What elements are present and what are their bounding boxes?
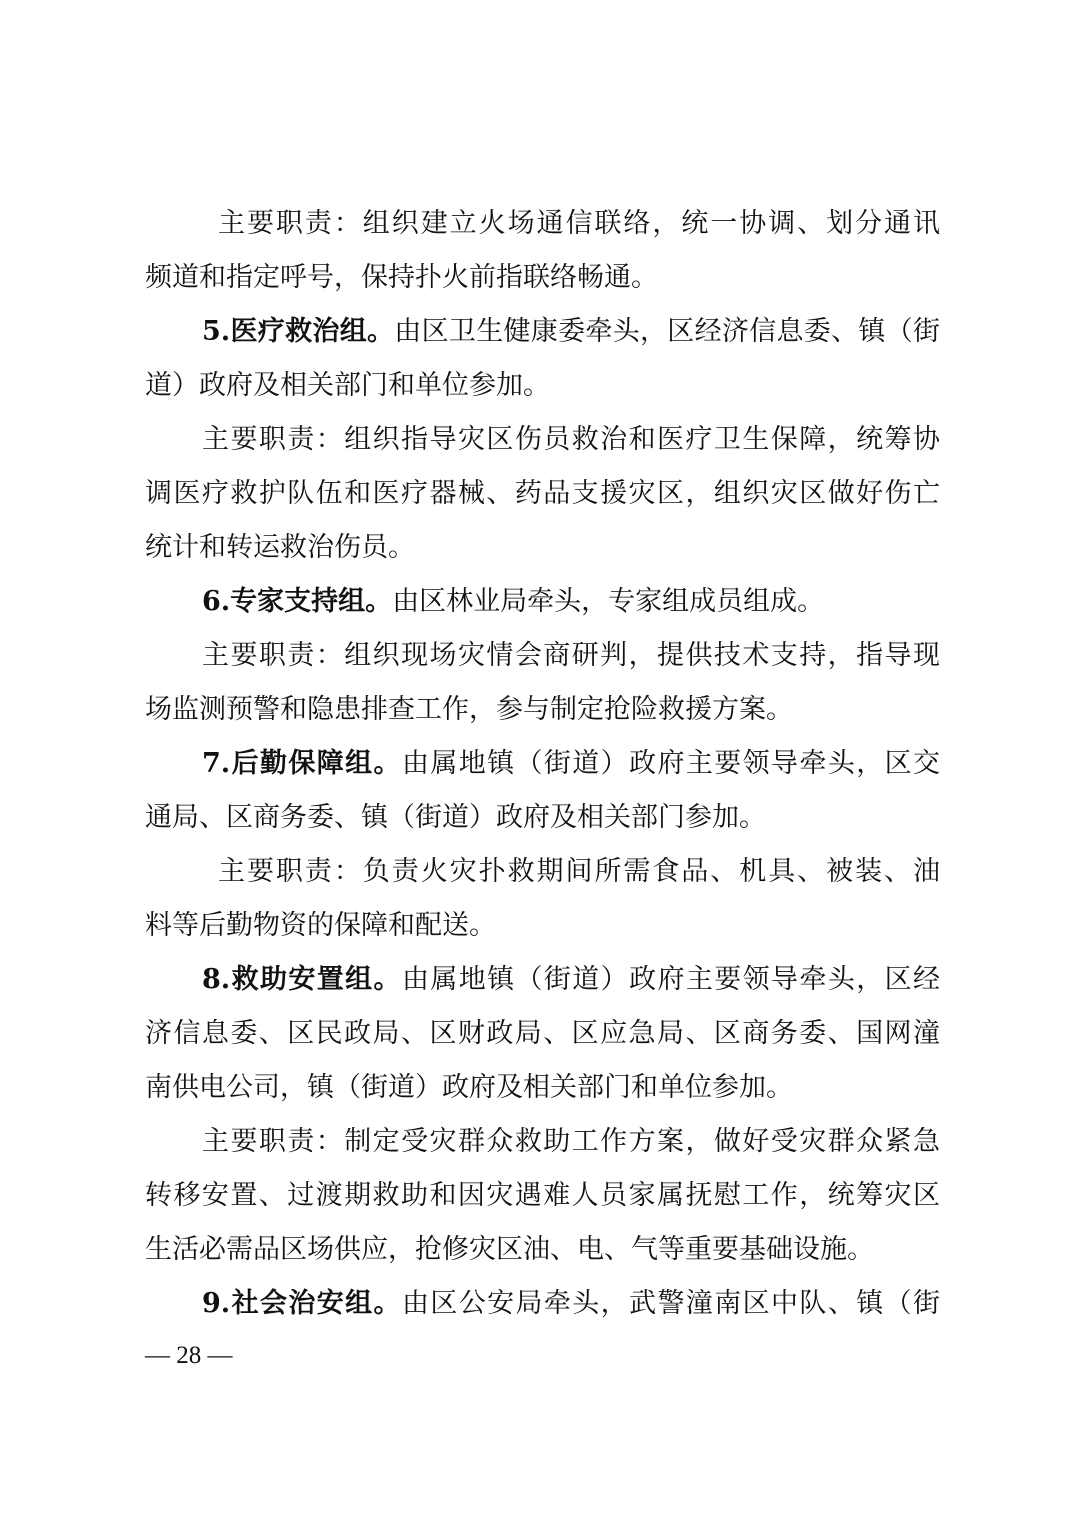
paragraph-line: 道）政府及相关部门和单位参加。 [145, 370, 550, 401]
paragraph-line: 主要职责：组织建立火场通信联络，统一协调、划分通讯 [218, 208, 940, 239]
page-number: — 28 — [145, 1342, 233, 1369]
paragraph-line: 主要职责：制定受灾群众救助工作方案，做好受灾群众紧急 [202, 1126, 940, 1157]
paragraph-line: 主要职责：组织现场灾情会商研判，提供技术支持，指导现 [202, 640, 940, 671]
paragraph-line: 场监测预警和隐患排查工作，参与制定抢险救援方案。 [145, 694, 793, 725]
paragraph-line: 南供电公司，镇（街道）政府及相关部门和单位参加。 [145, 1072, 793, 1103]
paragraph-line: 料等后勤物资的保障和配送。 [145, 910, 496, 941]
paragraph-line: 主要职责：负责火灾扑救期间所需食品、机具、被装、油 [218, 856, 940, 887]
paragraph-line: 济信息委、区民政局、区财政局、区应急局、区商务委、国网潼 [145, 1018, 940, 1049]
paragraph-line: 频道和指定呼号，保持扑火前指联络畅通。 [145, 262, 658, 293]
section-heading: 7.后勤保障组。 [202, 748, 402, 779]
section-heading: 8.救助安置组。 [202, 964, 402, 995]
section-heading-line: 5.医疗救治组。由区卫生健康委牵头，区经济信息委、镇（街 [202, 316, 940, 347]
paragraph-line: 转移安置、过渡期救助和因灾遇难人员家属抚慰工作，统筹灾区 [145, 1180, 940, 1211]
section-heading: 5.医疗救治组。 [202, 316, 395, 347]
paragraph-line: 主要职责：组织指导灾区伤员救治和医疗卫生保障，统筹协 [202, 424, 940, 455]
section-heading-line: 7.后勤保障组。由属地镇（街道）政府主要领导牵头，区交 [202, 748, 940, 779]
section-heading-line: 8.救助安置组。由属地镇（街道）政府主要领导牵头，区经 [202, 964, 940, 995]
paragraph-line: 生活必需品区场供应，抢修灾区油、电、气等重要基础设施。 [145, 1234, 874, 1265]
paragraph-line: 调医疗救护队伍和医疗器械、药品支援灾区，组织灾区做好伤亡 [145, 478, 940, 509]
paragraph-line: 统计和转运救治伤员。 [145, 532, 415, 563]
section-heading: 6.专家支持组。 [202, 586, 393, 617]
section-heading: 9.社会治安组。 [202, 1288, 402, 1319]
section-heading-line: 6.专家支持组。由区林业局牵头，专家组成员组成。 [202, 586, 825, 617]
paragraph-line: 通局、区商务委、镇（街道）政府及相关部门参加。 [145, 802, 766, 833]
section-heading-line: 9.社会治安组。由区公安局牵头，武警潼南区中队、镇（街 [202, 1288, 940, 1319]
